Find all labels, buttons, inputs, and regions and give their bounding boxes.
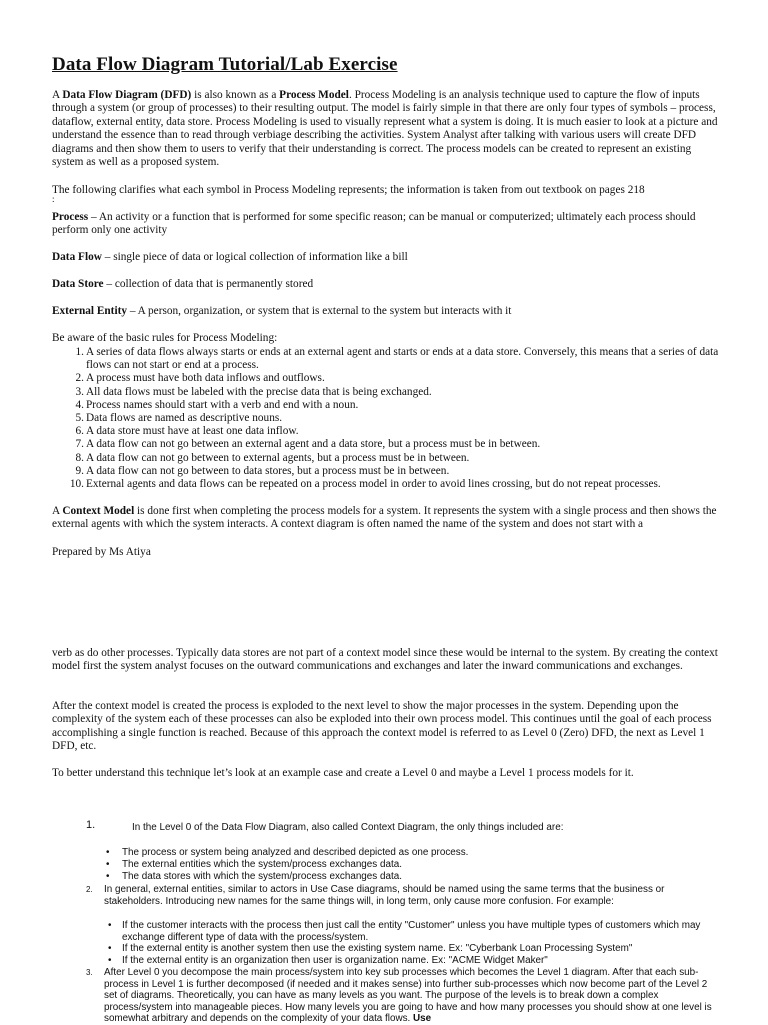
list-item xyxy=(52,465,720,478)
bullet-icon: • xyxy=(106,871,110,882)
continued-paragraph: verb as do other processes. Typically data stores are not part of a context model since these would be internal to the system. By creating the context model first the system analyst focuses on the outward communications and exchanges and later the inward communications and exchanges. xyxy=(52,647,718,673)
list-number: 3. xyxy=(86,968,93,977)
bullet-icon: • xyxy=(108,920,112,931)
list-text: The external entities which the system/process exchanges data. xyxy=(122,859,402,870)
bold-text: Use xyxy=(413,1013,432,1025)
list-number: 3. xyxy=(75,385,84,398)
list-text: Process names should start with a verb and end with a noun. xyxy=(86,398,359,411)
list-text: A data flow can not go between to external agents, but a process must be in between. xyxy=(86,451,470,464)
list-text: A series of data flows always starts or ends at an external agent and starts or ends at a data store. Conversely, this means that a series of data flows can not start or end at a process. xyxy=(86,346,719,372)
intro-paragraph xyxy=(52,89,720,169)
list-text: A data flow can not go between an external agent and a data store, but a process must be in between. xyxy=(86,438,541,451)
list-number: 6. xyxy=(75,425,84,438)
definition-data-store xyxy=(52,278,720,291)
list-text: All data flows must be labeled with the precise data that is being exchanged. xyxy=(86,385,432,398)
context-text: is done first when completing the process models for a system. It represents the system with a single process and then shows the external agents with which the system interacts. A context diagram is often named the name of the system and does not start with a xyxy=(52,505,717,531)
bullet-icon: • xyxy=(108,943,112,954)
context-text: A xyxy=(52,505,63,517)
definition-data-flow xyxy=(52,251,720,264)
list-number: 4. xyxy=(75,398,84,411)
definition-term: External Entity xyxy=(52,305,127,317)
clarifies-line: The following clarifies what each symbol in Process Modeling represents; the information is taken from out textbook on pages 218 xyxy=(52,184,645,196)
list-number: 2. xyxy=(86,885,93,894)
list-item xyxy=(52,412,720,425)
list-item xyxy=(52,438,720,451)
process-model-term: Process Model xyxy=(279,89,349,101)
list-number: 10. xyxy=(69,478,84,491)
list-text: A data store must have at least one data inflow. xyxy=(86,425,299,438)
list-item xyxy=(52,452,720,465)
list-text: In general, external entities, similar to actors in Use Case diagrams, should be named using the same terms that the business or stakeholders. Introducing new names for the same things will, in long term, only cause more confusion. For example: xyxy=(104,884,665,907)
intro-text: is also known as a xyxy=(191,89,280,101)
list-text xyxy=(104,967,722,1025)
definition-term: Process xyxy=(52,211,89,223)
list-text: A data flow can not go between to data stores, but a process must be in between. xyxy=(86,464,450,477)
intro-text: A xyxy=(52,89,63,101)
bullet-icon: • xyxy=(106,847,110,858)
list-text: Data flows are named as descriptive nouns. xyxy=(86,412,283,425)
list-item xyxy=(52,372,720,385)
definition-term: Data Store xyxy=(52,278,104,290)
list-number: 1. xyxy=(75,346,84,358)
list-text: If the external entity is an organization then user is organization name. Ex: "ACME Widget Maker" xyxy=(122,955,548,966)
intro-text: . Process Modeling is an analysis technique used to capture the flow of inputs through a system (or group of processes) to their resulting output. The model is fairly simple in that there are only four types of symbols – process, dataflow, external entity, data store. Process Modeling is used to visually represent what a system is doing. It is much easier to look at a picture and understand the essence than to read through verbiage describing the activities. System Analyst after talking with various users will create DFD diagrams and then show them to users to verify that their understanding is correct. The process models can be created to represent an existing system as well as a proposed system. xyxy=(52,89,718,169)
list-text: The data stores with which the system/process exchanges data. xyxy=(122,871,402,882)
context-model-paragraph xyxy=(52,505,720,532)
list-item xyxy=(52,425,720,438)
list-number: 7. xyxy=(75,438,84,451)
rules-list xyxy=(52,346,720,491)
definition-external-entity xyxy=(52,305,720,318)
definition-text: – An activity or a function that is performed for some specific reason; can be manual or computerized; ultimately each process should perform only one activity xyxy=(52,211,696,237)
list-number: 5. xyxy=(75,412,84,425)
list-text: After Level 0 you decompose the main process/system into key sub processes which becomes the Level 1 diagram. After that each sub-process in Level 1 is further decomposed (if needed and it makes sense) into further sub-processes which now become part of the Level 2 set of diagrams. Theoretically, you can have as many levels as you want. The purpose of the levels is to break down a complex process/system into manageable pieces. How many levels you are going to have and how many processes you should show at one level is somewhat arbitrary and depends on the complexity of your data flows. xyxy=(104,967,712,1025)
list-text: If the external entity is another system then use the existing system name. Ex: "Cyberbank Loan Processing System" xyxy=(122,943,633,954)
list-text: A process must have both data inflows and outflows. xyxy=(86,372,325,385)
definition-process xyxy=(52,211,720,238)
list-item xyxy=(52,399,720,412)
list-text: In the Level 0 of the Data Flow Diagram, also called Context Diagram, the only things included are: xyxy=(132,822,564,833)
list-text: If the customer interacts with the process then just call the entity "Customer" unless you have multiple types of customers which may exchange different type of data with the process/system. xyxy=(122,920,701,943)
prepared-by: Prepared by Ms Atiya xyxy=(52,546,151,558)
clarifies-colon: : xyxy=(52,194,55,204)
list-number: 8. xyxy=(75,451,84,464)
bullet-icon: • xyxy=(106,859,110,870)
exploded-paragraph: After the context model is created the process is exploded to the next level to show the major processes in the system. Depending upon the complexity of the system each of these processes can also be exploded into their own process model. This continues until the goal of each process accomplishing a single function is reached. Because of this approach the context model is referred to as Level 0 (Zero) DFD, the next as Level 1 DFD, etc. xyxy=(52,700,712,753)
definition-text: – A person, organization, or system that is external to the system but interacts with it xyxy=(127,305,512,317)
list-number: 1. xyxy=(86,819,96,831)
list-text: The process or system being analyzed and described depicted as one process. xyxy=(122,847,469,858)
bullet-icon: • xyxy=(108,955,112,966)
list-item xyxy=(52,346,720,372)
rules-intro: Be aware of the basic rules for Process Modeling: xyxy=(52,332,278,344)
list-number: 2. xyxy=(75,372,84,385)
example-intro: To better understand this technique let’s look at an example case and create a Level 0 and maybe a Level 1 process models for it. xyxy=(52,767,634,779)
definition-text: – single piece of data or logical collection of information like a bill xyxy=(101,251,408,263)
definition-term: Data Flow xyxy=(52,251,102,263)
definition-text: – collection of data that is permanently stored xyxy=(103,278,314,290)
context-model-term: Context Model xyxy=(62,505,135,517)
list-item xyxy=(52,386,720,399)
list-text: External agents and data flows can be repeated on a process model in order to avoid lines crossing, but do not repeat processes. xyxy=(86,478,661,491)
dfd-term: Data Flow Diagram (DFD) xyxy=(62,89,192,101)
list-item xyxy=(52,478,720,491)
document-title: Data Flow Diagram Tutorial/Lab Exercise xyxy=(52,54,398,75)
list-number: 9. xyxy=(75,464,84,477)
